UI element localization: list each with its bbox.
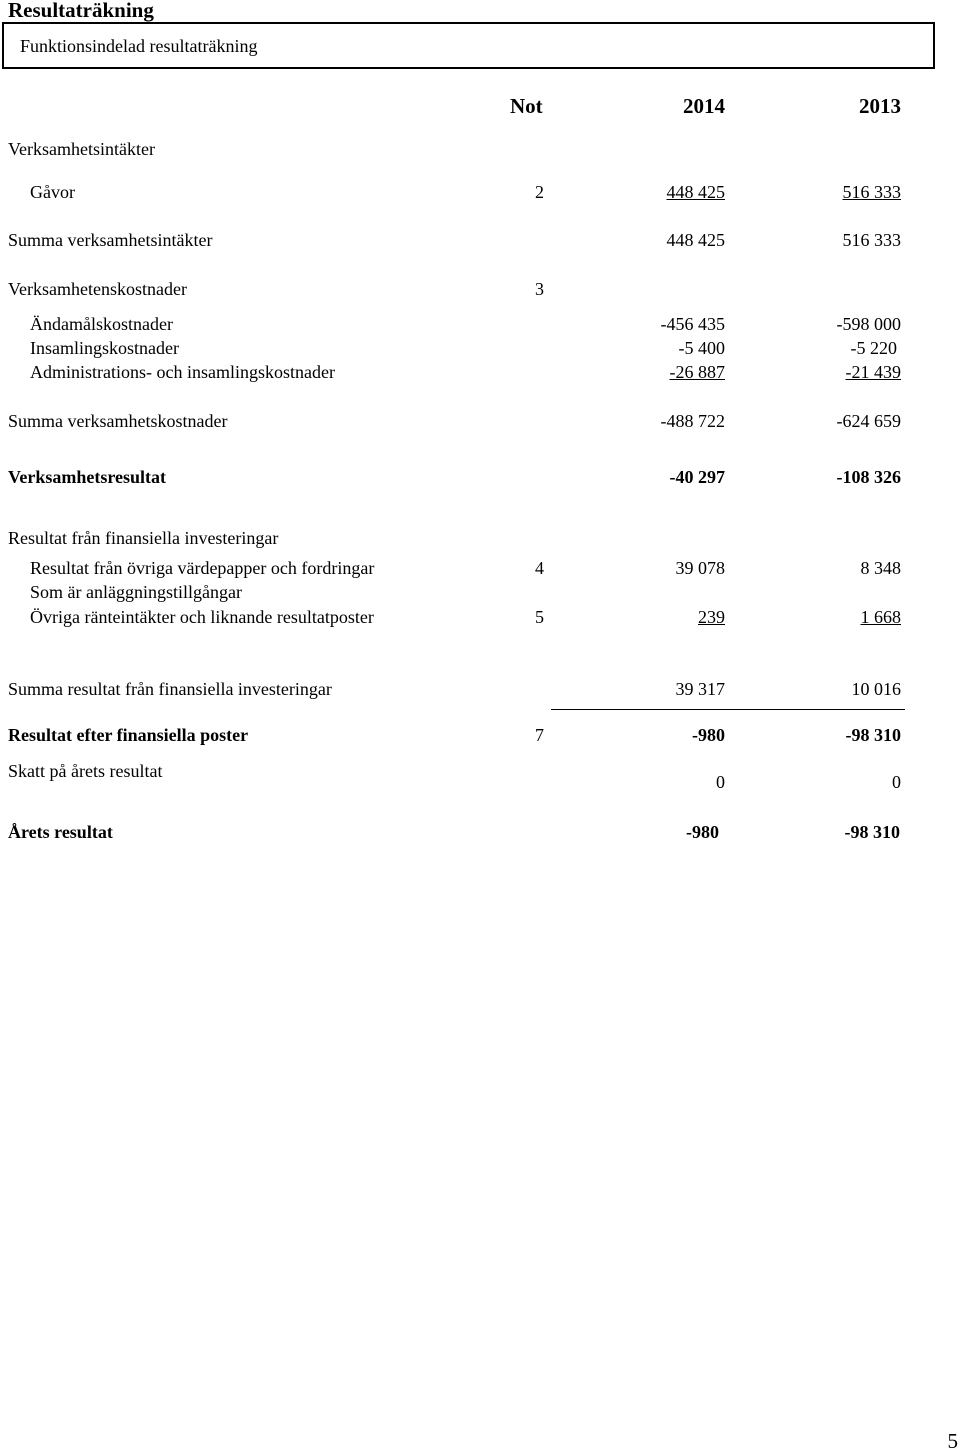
value-2013: -21 439 xyxy=(845,362,901,382)
row-label: Verksamhetsintäkter xyxy=(8,139,155,159)
subtitle: Funktionsindelad resultaträkning xyxy=(20,36,258,56)
row-label: Verksamhetsresultat xyxy=(8,467,166,487)
row-label: Summa verksamhetsintäkter xyxy=(8,230,213,250)
value-2014: -5 400 xyxy=(678,338,725,358)
value-2014: 39 078 xyxy=(675,558,725,578)
value-2013: -108 326 xyxy=(836,467,901,487)
note-ref: 7 xyxy=(535,725,544,745)
row-label: Resultat efter finansiella poster xyxy=(8,725,249,745)
note-ref: 5 xyxy=(535,607,544,627)
column-header-2014: 2014 xyxy=(683,94,725,118)
subtitle-box xyxy=(2,22,935,69)
row-label: Resultat från finansiella investeringar xyxy=(8,528,279,548)
note-ref: 3 xyxy=(535,279,544,299)
value-2013: -598 000 xyxy=(836,314,901,334)
note-ref: 4 xyxy=(535,558,544,578)
value-2013: -624 659 xyxy=(836,411,901,431)
row-label: Övriga ränteintäkter och liknande resultatposter xyxy=(30,607,374,627)
row-label: Resultat från övriga värdepapper och fordringar xyxy=(30,558,375,578)
value-2014: 39 317 xyxy=(675,679,725,699)
value-2014: 448 425 xyxy=(666,230,725,250)
value-2013: -5 220 xyxy=(850,338,897,358)
value-2014: 239 xyxy=(698,607,725,627)
value-2013: -98 310 xyxy=(845,725,901,745)
value-2014: -980 xyxy=(692,725,725,745)
total-rule xyxy=(551,709,905,710)
value-2014: 448 425 xyxy=(666,182,725,202)
column-header-note: Not xyxy=(510,94,543,118)
value-2013: 1 668 xyxy=(860,607,901,627)
row-label: Insamlingskostnader xyxy=(30,338,179,358)
value-2013: 516 333 xyxy=(842,182,901,202)
row-label: Ändamålskostnader xyxy=(30,314,173,334)
value-2014: -26 887 xyxy=(669,362,725,382)
row-label: Skatt på årets resultat xyxy=(8,761,163,781)
note-ref: 2 xyxy=(535,182,544,202)
row-label: Administrations- och insamlingskostnader xyxy=(30,362,335,382)
value-2014: -980 xyxy=(686,822,719,842)
row-label: Summa verksamhetskostnader xyxy=(8,411,228,431)
column-header-2013: 2013 xyxy=(859,94,901,118)
value-2014: 0 xyxy=(716,772,725,792)
value-2013: -98 310 xyxy=(844,822,900,842)
value-2013: 10 016 xyxy=(851,679,901,699)
value-2013: 516 333 xyxy=(842,230,901,250)
page-title: Resultaträkning xyxy=(8,0,154,22)
value-2014: -40 297 xyxy=(669,467,725,487)
value-2014: -488 722 xyxy=(660,411,725,431)
row-label: Gåvor xyxy=(30,182,75,202)
value-2014: -456 435 xyxy=(660,314,725,334)
value-2013: 8 348 xyxy=(860,558,901,578)
value-2013: 0 xyxy=(892,772,901,792)
row-label: Som är anläggningstillgångar xyxy=(30,582,242,602)
row-label: Årets resultat xyxy=(8,822,113,842)
page-number: 5 xyxy=(947,1429,958,1453)
row-label: Verksamhetenskostnader xyxy=(8,279,187,299)
row-label: Summa resultat från finansiella investeringar xyxy=(8,679,332,699)
